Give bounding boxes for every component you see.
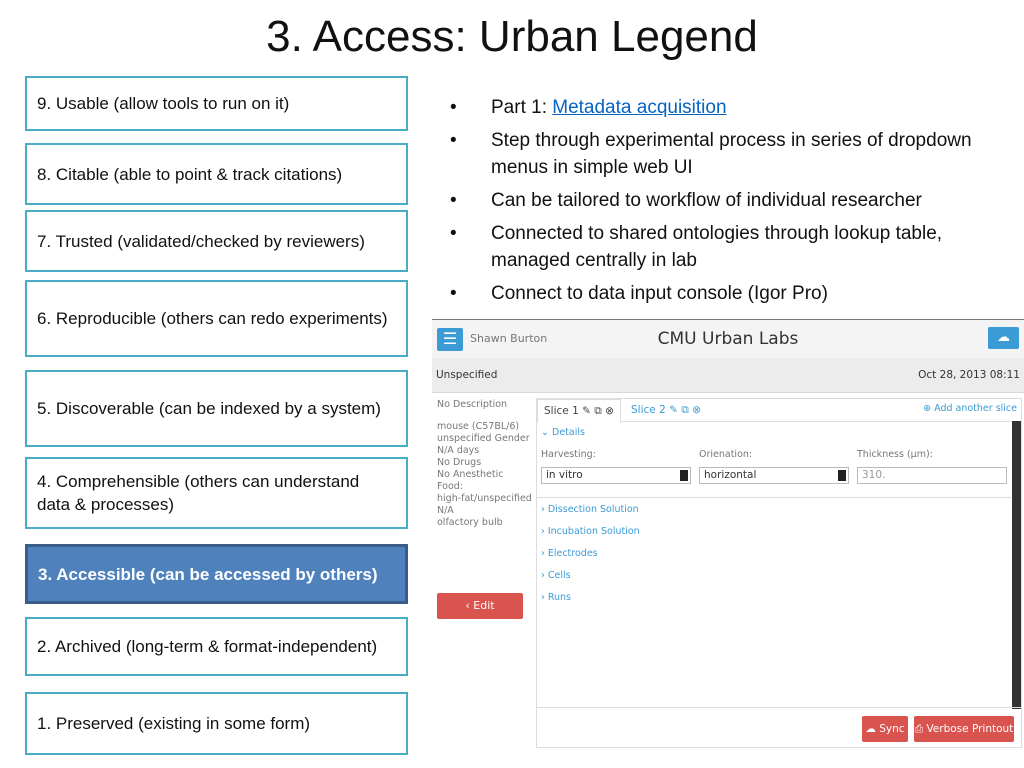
hamburger-icon: ☰ bbox=[442, 329, 458, 348]
bullet-item bbox=[450, 94, 1024, 121]
level-2-box: 2. Archived (long-term & format-independent) bbox=[25, 617, 408, 676]
dropdown-caret-icon bbox=[838, 470, 846, 481]
meta-line: olfactory bulb bbox=[437, 517, 503, 528]
bullet-item bbox=[450, 187, 1024, 214]
level-6-box: 6. Reproducible (others can redo experiments) bbox=[25, 280, 408, 357]
level-9-box: 9. Usable (allow tools to run on it) bbox=[25, 76, 408, 131]
level-4-box: 4. Comprehensible (others can understand data & processes) bbox=[25, 457, 408, 529]
harvesting-label: Harvesting: bbox=[541, 449, 596, 460]
slice-tabs bbox=[537, 399, 1021, 422]
section-label: Runs bbox=[547, 592, 572, 603]
bullet-dot: • bbox=[450, 97, 457, 118]
print-icon: ⎙ bbox=[914, 723, 924, 735]
meta-line: N/A days bbox=[437, 445, 480, 456]
orientation-value: horizontal bbox=[704, 469, 757, 481]
meta-line: unspecified Gender bbox=[437, 433, 530, 444]
description-text: No Description bbox=[437, 399, 508, 410]
section-runs[interactable] bbox=[541, 592, 571, 603]
meta-line: No Drugs bbox=[437, 457, 482, 468]
meta-line: No Anesthetic bbox=[437, 469, 504, 480]
bullet-text: Connect to data input console (Igor Pro) bbox=[491, 283, 828, 304]
meta-line: N/A bbox=[437, 505, 454, 516]
bullet-text: Part 1: bbox=[491, 97, 553, 118]
section-dissection-solution[interactable] bbox=[541, 504, 639, 515]
add-slice-label: Add another slice bbox=[934, 403, 1017, 414]
chevron-right-icon: › bbox=[541, 548, 545, 559]
slice-panel bbox=[536, 398, 1022, 748]
bullet-dot: • bbox=[450, 130, 457, 151]
copy-icon[interactable]: ⧉ bbox=[681, 404, 689, 416]
divider bbox=[537, 497, 1011, 498]
level-5-box: 5. Discoverable (can be indexed by a system) bbox=[25, 370, 408, 447]
bullet-text: Connected to shared ontologies through lookup table, managed centrally in lab bbox=[491, 223, 943, 271]
copy-icon[interactable]: ⧉ bbox=[594, 405, 602, 417]
edit-label: Edit bbox=[473, 599, 495, 612]
scrollbar[interactable] bbox=[1012, 421, 1021, 709]
bullet-text: Step through experimental process in series of dropdown menus in simple web UI bbox=[491, 130, 972, 178]
thickness-input[interactable] bbox=[857, 467, 1007, 484]
thickness-label: Thickness (µm): bbox=[857, 449, 933, 460]
cloud-upload-icon: ☁ bbox=[865, 723, 876, 735]
app-screenshot bbox=[432, 319, 1024, 768]
section-label: Incubation Solution bbox=[547, 526, 640, 537]
sync-label: Sync bbox=[879, 723, 905, 735]
bullet-dot: • bbox=[450, 223, 457, 244]
bullet-text: Can be tailored to workflow of individual researcher bbox=[491, 190, 922, 211]
section-incubation-solution[interactable] bbox=[541, 526, 640, 537]
verbose-printout-button[interactable] bbox=[914, 716, 1014, 742]
details-label: Details bbox=[552, 427, 585, 438]
chevron-down-icon: ⌄ bbox=[541, 427, 549, 438]
bullet-item bbox=[450, 280, 1024, 307]
level-1-box: 1. Preserved (existing in some form) bbox=[25, 692, 408, 755]
tab-slice-1[interactable] bbox=[537, 399, 621, 423]
sync-button[interactable] bbox=[862, 716, 908, 742]
metadata-summary bbox=[437, 399, 537, 529]
chevron-right-icon: › bbox=[541, 592, 545, 603]
thickness-value: 310. bbox=[862, 469, 886, 481]
bullet-item bbox=[450, 127, 1024, 181]
panel-footer bbox=[537, 707, 1021, 748]
plus-circle-icon: ⊕ bbox=[923, 403, 932, 414]
status-label: Unspecified bbox=[436, 369, 498, 381]
section-cells[interactable] bbox=[541, 570, 571, 581]
tab-label: Slice 2 bbox=[631, 404, 666, 416]
chevron-right-icon: › bbox=[541, 526, 545, 537]
bullet-dot: • bbox=[450, 283, 457, 304]
app-header bbox=[432, 319, 1024, 359]
level-8-box: 8. Citable (able to point & track citations) bbox=[25, 143, 408, 205]
status-bar bbox=[432, 358, 1024, 393]
dropdown-caret-icon bbox=[680, 470, 688, 481]
tab-label: Slice 1 bbox=[544, 405, 579, 417]
metadata-acquisition-link[interactable]: Metadata acquisition bbox=[552, 97, 727, 118]
section-label: Electrodes bbox=[547, 548, 598, 559]
date-label: Oct 28, 2013 08:11 bbox=[918, 369, 1020, 381]
bullet-dot: • bbox=[450, 190, 457, 211]
user-name: Shawn Burton bbox=[470, 332, 548, 345]
meta-line: Food: bbox=[437, 481, 463, 492]
chevron-right-icon: › bbox=[541, 570, 545, 581]
tab-slice-2[interactable] bbox=[625, 399, 707, 421]
bullet-list bbox=[450, 94, 1024, 313]
section-label: Dissection Solution bbox=[547, 504, 639, 515]
harvesting-value: in vitro bbox=[546, 469, 583, 481]
cloud-upload-button[interactable] bbox=[988, 327, 1019, 349]
orientation-select[interactable] bbox=[699, 467, 849, 484]
orientation-label: Orienation: bbox=[699, 449, 753, 460]
close-icon[interactable]: ⊗ bbox=[692, 404, 701, 416]
level-3-box: 3. Accessible (can be accessed by others) bbox=[25, 544, 408, 604]
level-7-box: 7. Trusted (validated/checked by reviewers) bbox=[25, 210, 408, 272]
meta-line: high-fat/unspecified bbox=[437, 493, 532, 504]
print-label: Verbose Printout bbox=[926, 723, 1014, 735]
meta-line: mouse (C57BL/6) bbox=[437, 421, 520, 432]
section-electrodes[interactable] bbox=[541, 548, 598, 559]
slide-title: 3. Access: Urban Legend bbox=[266, 12, 758, 61]
app-title: CMU Urban Labs bbox=[657, 329, 799, 349]
chevron-left-icon: ‹ bbox=[465, 599, 470, 612]
edit-button[interactable] bbox=[437, 593, 523, 619]
details-toggle[interactable] bbox=[541, 427, 585, 438]
add-slice-link[interactable] bbox=[923, 403, 1017, 414]
bullet-item bbox=[450, 220, 1024, 274]
harvesting-select[interactable] bbox=[541, 467, 691, 484]
edit-icon[interactable]: ✎ bbox=[669, 404, 678, 416]
chevron-right-icon: › bbox=[541, 504, 545, 515]
cloud-upload-icon: ☁ bbox=[997, 330, 1010, 345]
section-label: Cells bbox=[547, 570, 571, 581]
close-icon[interactable]: ⊗ bbox=[605, 405, 614, 417]
edit-icon[interactable]: ✎ bbox=[582, 405, 591, 417]
